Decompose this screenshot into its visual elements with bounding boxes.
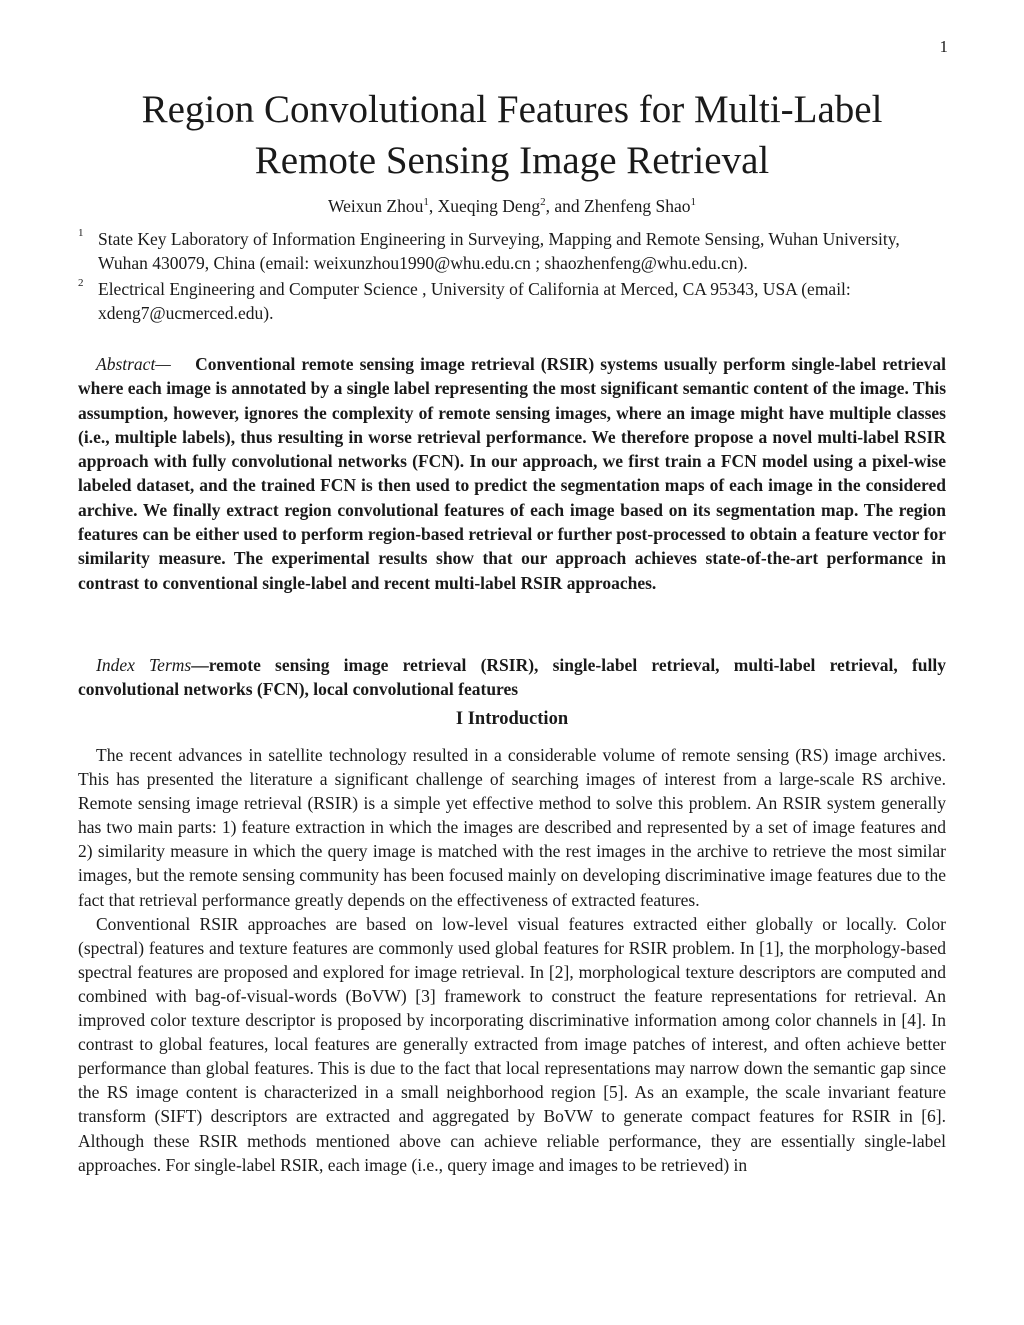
affiliation-text: State Key Laboratory of Information Engineering in Surveying, Mapping and Remote Sensing, Wuhan University, Wuhan 430079, China (email: weixunzhou1990@whu.edu.cn ; shaozhenfeng@whu.edu.cn). (98, 229, 900, 273)
author-separator: , and (545, 195, 585, 216)
title-line-1: Region Convolutional Features for Multi-Label (141, 88, 883, 131)
affiliation-mark: 2 (540, 196, 546, 208)
paragraph: Conventional RSIR approaches are based on low-level visual features extracted either globally or locally. Color (spectral) features and texture features are commonly used global features for RSIR problem. In [1], the morphology-based spectral features are proposed and explored for image retrieval. In [2], morphological texture descriptors are computed and combined with bag-of-visual-words (BoVW) [3] framework to construct the feature representations for retrieval. An improved color texture descriptor is proposed by incorporating discriminative information among color channels in [4]. In contrast to global features, local features are generally extracted from image patches of interest, and often achieve better performance than global features. This is due to the fact that local representations may narrow down the semantic gap since the RS image content is characterized in a small neighborhood region [5]. As an example, the scale invariant feature transform (SIFT) descriptors are extracted and aggregated by BoVW to generate compact features for RSIR in [6]. Although these RSIR methods mentioned above can achieve reliable performance, they are essentially single-label approaches. For single-label RSIR, each image (i.e., query image and images to be retrieved) in (78, 913, 946, 1175)
index-terms-label: Index Terms (96, 655, 192, 675)
author-name: Weixun Zhou (328, 195, 424, 216)
section-heading: I Introduction (455, 709, 569, 729)
index-terms (78, 653, 946, 701)
abstract-label: Abstract— (96, 354, 171, 374)
author-name: Xueqing Deng (437, 195, 541, 216)
index-terms-text: —remote sensing image retrieval (RSIR), single-label retrieval, multi-label retrieval, fully convolutional networks (FCN), local convolutional features (78, 655, 946, 699)
page-number: 1 (939, 37, 948, 56)
paper-title (0, 84, 1024, 186)
affiliation-text: Electrical Engineering and Computer Science , University of California at Merced, CA 95343, USA (email: xdeng7@ucmerced.edu). (98, 279, 851, 323)
affiliation-mark: 1 (423, 196, 429, 208)
title-line-2: Remote Sensing Image Retrieval (254, 139, 770, 182)
body-text (78, 743, 946, 1177)
author-name: Zhenfeng Shao (584, 195, 691, 216)
author-list (0, 190, 1024, 218)
paragraph: The recent advances in satellite technology resulted in a considerable volume of remote sensing (RS) image archives. This has presented the literature a significant challenge of searching images of interest from a large-scale RS archive. Remote sensing image retrieval (RSIR) is a simple yet effective method to solve this problem. An RSIR system generally has two main parts: 1) feature extraction in which the images are described and represented by a set of image features and 2) similarity measure in which the query image is matched with the rest images in the archive to retrieve the most similar images, but the remote sensing community has been focused mainly on developing discriminative image features due to the fact that retrieval performance greatly depends on the effectiveness of extracted features. (78, 745, 946, 910)
abstract-text: Conventional remote sensing image retrieval (RSIR) systems usually perform single-label retrieval where each image is annotated by a single label representing the most significant semantic content of the image. This assumption, however, ignores the complexity of remote sensing images, where an image might have multiple classes (i.e., multiple labels), thus resulting in worse retrieval performance. We therefore propose a novel multi-label RSIR approach with fully convolutional networks (FCN). In our approach, we first train a FCN model using a pixel-wise labeled dataset, and the trained FCN is then used to predict the segmentation maps of each image in the considered archive. We finally extract region convolutional features of each image based on its segmentation map. The region features can be either used to perform region-based retrieval or further post-processed to obtain a feature vector for similarity measure. The experimental results show that our approach achieves state-of-the-art performance in contrast to conventional single-label and recent multi-label RSIR approaches. (78, 354, 947, 593)
author-separator: , (428, 195, 438, 216)
abstract (78, 352, 946, 595)
affiliations (78, 227, 948, 325)
affiliation-number: 1 (78, 227, 84, 239)
affiliation-mark: 1 (690, 196, 696, 208)
affiliation-number: 2 (78, 277, 84, 289)
affiliation-item (78, 227, 948, 275)
affiliation-item (78, 277, 948, 325)
